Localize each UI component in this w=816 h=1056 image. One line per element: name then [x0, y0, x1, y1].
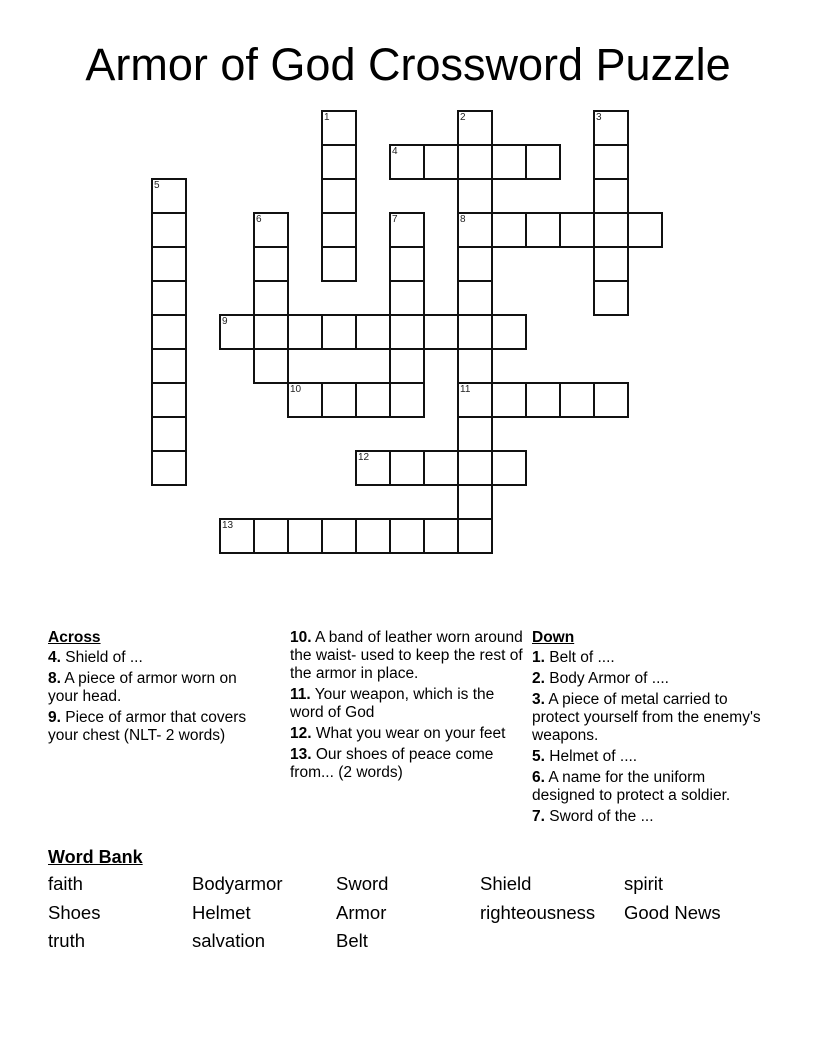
grid-cell[interactable] — [559, 212, 595, 248]
clue-text: Body Armor of .... — [549, 670, 669, 687]
clue-across-10 — [290, 629, 525, 683]
grid-cell[interactable] — [321, 178, 357, 214]
clue-number: 13. — [290, 746, 312, 763]
grid-cell[interactable] — [457, 212, 493, 248]
grid-cell[interactable] — [525, 144, 561, 180]
grid-cell[interactable] — [559, 382, 595, 418]
cell-number: 12 — [358, 452, 370, 463]
grid-cell[interactable] — [151, 382, 187, 418]
grid-cell[interactable] — [457, 348, 493, 384]
clues-across-column-2 — [290, 629, 525, 785]
grid-cell[interactable] — [457, 280, 493, 316]
grid-cell[interactable] — [151, 280, 187, 316]
grid-cell[interactable] — [389, 144, 425, 180]
cell-number: 9 — [222, 316, 228, 327]
grid-cell[interactable] — [457, 518, 493, 554]
word-bank-item: faith — [48, 873, 83, 894]
clue-text: What you wear on your feet — [315, 725, 506, 742]
grid-cell[interactable] — [457, 110, 493, 146]
grid-cell[interactable] — [321, 382, 357, 418]
grid-cell[interactable] — [151, 450, 187, 486]
clue-across-11 — [290, 686, 525, 722]
grid-cell[interactable] — [457, 416, 493, 452]
grid-cell[interactable] — [389, 382, 425, 418]
cell-number: 5 — [154, 180, 160, 191]
grid-cell[interactable] — [457, 178, 493, 214]
grid-cell[interactable] — [219, 314, 255, 350]
clue-down-5 — [532, 748, 772, 766]
grid-cell[interactable] — [287, 518, 323, 554]
clue-text: Shield of ... — [65, 649, 143, 666]
grid-cell[interactable] — [355, 382, 391, 418]
grid-cell[interactable] — [287, 314, 323, 350]
grid-cell[interactable] — [491, 382, 527, 418]
grid-cell[interactable] — [389, 314, 425, 350]
grid-cell[interactable] — [151, 348, 187, 384]
word-bank-item: Good News — [624, 901, 721, 923]
across-heading: Across — [48, 629, 101, 646]
grid-cell[interactable] — [423, 518, 459, 554]
word-bank-list — [48, 873, 768, 953]
clue-across-4 — [48, 649, 263, 667]
grid-cell[interactable] — [593, 110, 629, 146]
clue-text: Piece of armor that covers your chest (NLT- 2 words) — [48, 709, 247, 744]
grid-cell[interactable] — [423, 144, 459, 180]
word-bank-item: Armor — [336, 901, 387, 923]
cell-number: 7 — [392, 214, 398, 225]
grid-cell[interactable] — [253, 280, 289, 316]
grid-cell[interactable] — [321, 144, 357, 180]
grid-cell[interactable] — [593, 382, 629, 418]
cell-number: 11 — [460, 384, 471, 395]
grid-cell[interactable] — [491, 212, 527, 248]
word-bank-item: Sword — [336, 873, 389, 894]
clue-number: 3. — [532, 691, 545, 708]
clue-across-9 — [48, 709, 263, 745]
grid-cell[interactable] — [253, 212, 289, 248]
grid-cell[interactable] — [627, 212, 663, 248]
grid-cell[interactable] — [389, 212, 425, 248]
grid-cell[interactable] — [389, 280, 425, 316]
grid-cell[interactable] — [457, 484, 493, 520]
grid-cell[interactable] — [321, 212, 357, 248]
grid-cell[interactable] — [151, 314, 187, 350]
grid-cell[interactable] — [389, 518, 425, 554]
clue-text: A band of leather worn around the waist- used to keep the rest of the armor in place. — [290, 629, 523, 682]
clue-down-6 — [532, 769, 772, 805]
grid-cell[interactable] — [321, 518, 357, 554]
grid-cell[interactable] — [593, 178, 629, 214]
grid-cell[interactable] — [253, 348, 289, 384]
clue-number: 9. — [48, 709, 61, 726]
clue-across-13 — [290, 746, 525, 782]
cell-number: 6 — [256, 214, 262, 225]
clue-text: Belt of .... — [549, 649, 615, 666]
grid-cell[interactable] — [457, 246, 493, 282]
grid-cell[interactable] — [457, 144, 493, 180]
clues-across-column-1 — [48, 629, 263, 748]
clue-down-3 — [532, 691, 772, 745]
clue-down-1 — [532, 649, 772, 667]
grid-cell[interactable] — [355, 450, 391, 486]
clue-number: 7. — [532, 808, 545, 825]
cell-number: 8 — [460, 214, 466, 225]
word-bank-item: righteousness — [480, 901, 596, 923]
clue-text: Your weapon, which is the word of God — [290, 686, 495, 721]
cell-number: 4 — [392, 146, 398, 157]
grid-cell[interactable] — [491, 314, 527, 350]
grid-cell[interactable] — [593, 280, 629, 316]
grid-cell[interactable] — [593, 246, 629, 282]
page-title: Armor of God Crossword Puzzle — [85, 39, 731, 90]
grid-cell[interactable] — [491, 144, 527, 180]
clue-across-8 — [48, 670, 263, 706]
clue-number: 11. — [290, 686, 311, 703]
grid-cell[interactable] — [457, 450, 493, 486]
word-bank — [48, 846, 768, 953]
grid-cell[interactable] — [593, 212, 629, 248]
clue-text: A piece of metal carried to protect yourself from the enemy's weapons. — [532, 691, 761, 744]
grid-cell[interactable] — [219, 518, 255, 554]
grid-cell[interactable] — [151, 246, 187, 282]
word-bank-item: Bodyarmor — [192, 873, 283, 894]
grid-cell[interactable] — [287, 382, 323, 418]
clue-number: 6. — [532, 769, 545, 786]
clue-number: 5. — [532, 748, 545, 765]
clues-down-column — [532, 629, 772, 829]
clue-number: 4. — [48, 649, 61, 666]
clue-text: Our shoes of peace come from... (2 words) — [290, 746, 494, 781]
cell-number: 13 — [222, 520, 234, 531]
clue-across-12 — [290, 725, 525, 743]
cell-number: 1 — [324, 112, 330, 123]
grid-cell[interactable] — [321, 246, 357, 282]
word-bank-heading: Word Bank — [48, 847, 143, 867]
clue-down-2 — [532, 670, 772, 688]
clue-number: 12. — [290, 725, 312, 742]
grid-cell[interactable] — [389, 450, 425, 486]
clue-number: 1. — [532, 649, 545, 666]
grid-cell[interactable] — [321, 314, 357, 350]
word-bank-item: Helmet — [192, 901, 251, 923]
grid-cell[interactable] — [525, 382, 561, 418]
clue-number: 2. — [532, 670, 545, 687]
word-bank-item: Belt — [336, 930, 368, 951]
grid-cell[interactable] — [457, 382, 493, 418]
grid-cell[interactable] — [321, 110, 357, 146]
grid-cell[interactable] — [253, 246, 289, 282]
clue-number: 10. — [290, 629, 312, 646]
grid-cell[interactable] — [355, 314, 391, 350]
clue-text: A piece of armor worn on your head. — [48, 670, 237, 705]
grid-cell[interactable] — [593, 144, 629, 180]
grid-cell[interactable] — [253, 518, 289, 554]
grid-cell[interactable] — [355, 518, 391, 554]
clue-number: 8. — [48, 670, 61, 687]
grid-cell[interactable] — [423, 450, 459, 486]
grid-cell[interactable] — [423, 314, 459, 350]
grid-cell[interactable] — [253, 314, 289, 350]
clue-text: A name for the uniform designed to protect a soldier. — [532, 769, 731, 804]
grid-cell[interactable] — [457, 314, 493, 350]
cell-number: 10 — [290, 384, 302, 395]
grid-cell[interactable] — [389, 246, 425, 282]
clue-text: Sword of the ... — [549, 808, 654, 825]
cell-number: 2 — [460, 112, 466, 123]
word-bank-item: salvation — [192, 930, 266, 951]
word-bank-item: spirit — [624, 873, 664, 894]
cell-number: 3 — [596, 112, 602, 123]
clue-text: Helmet of .... — [549, 748, 638, 765]
word-bank-item: Shoes — [48, 901, 101, 923]
grid-cell[interactable] — [151, 178, 187, 214]
grid-cell[interactable] — [389, 348, 425, 384]
word-bank-item: truth — [48, 930, 86, 951]
grid-cell[interactable] — [151, 416, 187, 452]
down-heading: Down — [532, 629, 575, 646]
grid-cell[interactable] — [491, 450, 527, 486]
clue-down-7 — [532, 808, 772, 826]
grid-cell[interactable] — [151, 212, 187, 248]
word-bank-item: Shield — [480, 873, 532, 894]
grid-cell[interactable] — [525, 212, 561, 248]
